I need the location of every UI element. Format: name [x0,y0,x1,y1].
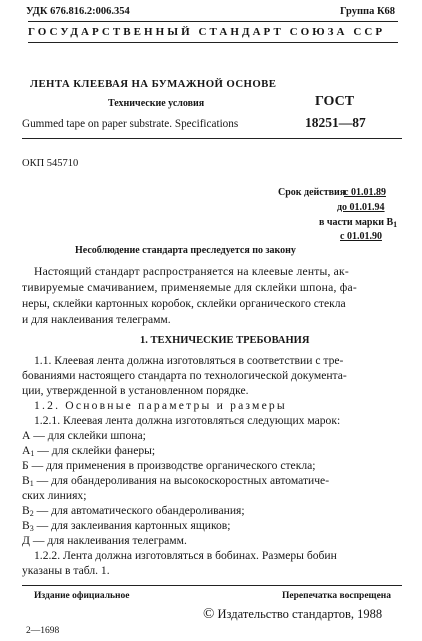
body-line: бованиями настоящего стандарта по технологической документа- [22,369,347,382]
validity-part-label: в части марки В [319,217,394,228]
footer-rule [22,585,402,586]
gost-label: ГОСТ [315,94,355,109]
body-line: 1.2.2. Лента должна изготовляться в бобинах. Размеры бобин [34,549,337,562]
publisher: Издательство стандартов, 1988 [217,607,383,621]
copyright-icon: © [203,606,215,622]
gost-number: 18251—87 [305,115,366,130]
document-title-english: Gummed tape on paper substrate. Specifications [22,118,239,130]
mark-item: Б — для применения в производстве органического стекла; [22,459,316,472]
header-rule-bottom [28,42,398,43]
intro-line: и для наклеивания телеграмм. [22,313,171,326]
group-code: Группа К68 [340,6,396,17]
intro-line: неры, склейки картонных коробок, склейки органического стекла [22,297,346,310]
body-line: указаны в табл. 1. [22,564,110,577]
validity-from: с 01.01.89 [344,187,386,198]
mark-item: $В_1$ — для обандероливания на высокоскоростных автоматиче- [22,474,330,488]
validity-part [319,217,397,229]
intro-line: Настоящий стандарт распространяется на клеевые ленты, ак- [34,265,349,278]
section-title: 1. ТЕХНИЧЕСКИЕ ТРЕБОВАНИЯ [140,335,310,346]
mark-item: А — для склейки шпона; [22,429,146,442]
mark-item: $В_3$ — для заклеивания картонных ящиков; [22,519,231,533]
intro-line: тивируемые смачиванием, применяемые для склейки шпона, фа- [22,281,358,294]
document-subtitle: Технические условия [108,98,205,109]
validity-part-from: с 01.01.90 [340,231,382,242]
header-rule-top [28,21,398,22]
body-line: ции, утвержденной в установленном порядке. [22,384,249,397]
okp-code: ОКП 545710 [22,158,79,169]
official-edition: Издание официальное [34,591,130,601]
mark-item: Д — для наклеивания телеграмм. [22,534,187,547]
udk-code: УДК 676.816.2:006.354 [26,6,130,17]
law-warning: Несоблюдение стандарта преследуется по закону [75,245,296,256]
copyright-line [203,606,382,623]
reprint-notice: Перепечатка воспрещена [282,591,392,601]
body-line: 1.2.1. Клеевая лента должна изготовляться следующих марок: [34,414,341,427]
title-rule [22,138,402,139]
validity-part-sub: 1 [393,220,398,229]
validity-label: Срок действия [278,187,346,198]
standard-banner: ГОСУДАРСТВЕННЫЙ СТАНДАРТ СОЮЗА ССР [28,26,386,38]
validity-to: до 01.01.94 [337,202,385,213]
subsection-heading: 1.2. Основные параметры и размеры [34,399,287,412]
document-title: ЛЕНТА КЛЕЕВАЯ НА БУМАЖНОЙ ОСНОВЕ [30,78,277,90]
order-number: 2—1698 [26,626,60,636]
mark-item: $А_1$ — для склейки фанеры; [22,444,156,458]
body-line: 1.1. Клеевая лента должна изготовляться в соответствии с тре- [34,354,344,367]
mark-item: $В_2$ — для автоматического обандероливания; [22,504,245,518]
mark-item-continuation: ских линиях; [22,489,87,502]
